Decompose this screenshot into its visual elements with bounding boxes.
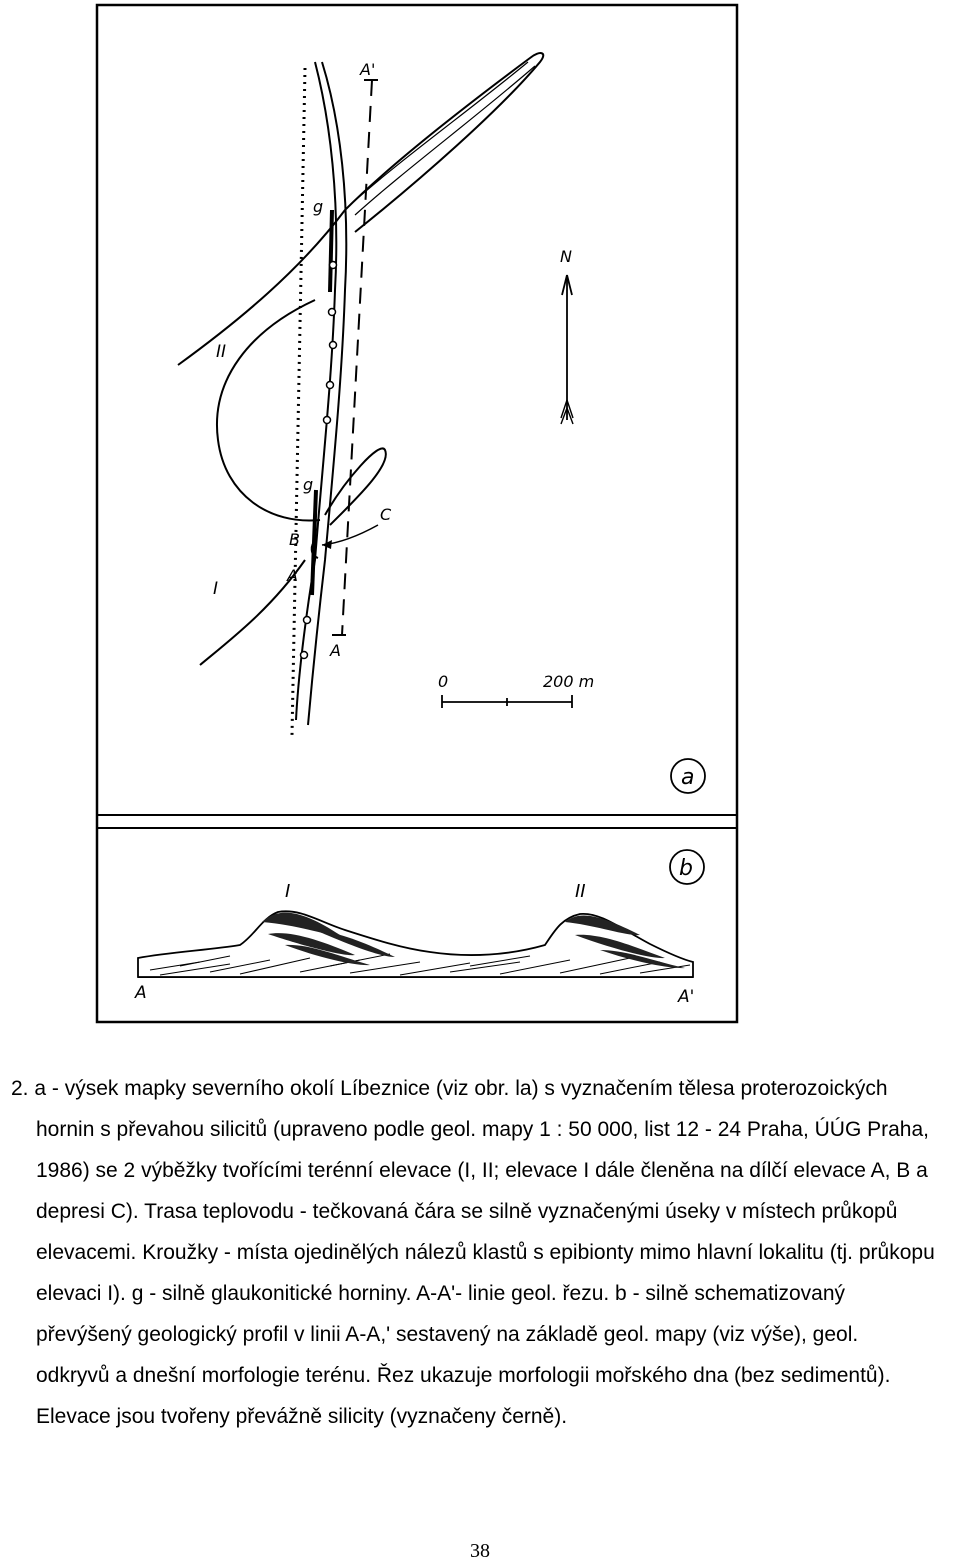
scale-bar [442, 695, 572, 708]
profile-elevation-II-label: II [575, 881, 586, 902]
map-sub-elevation-A-label: A [287, 566, 298, 585]
profile-section-end-label: A' [678, 987, 695, 1007]
map-glauconite-upper-label: g [313, 197, 324, 216]
map-elevation-I-label: I [213, 579, 219, 599]
map-elevation-II-label: II [216, 342, 227, 362]
page-number: 38 [470, 1540, 490, 1562]
figure-caption [11, 1068, 936, 1437]
body-outline-II [178, 53, 543, 365]
band-east [308, 62, 346, 725]
map-section-start-label: A [330, 641, 341, 660]
scale-end-label: 200 m [543, 672, 595, 691]
profile-elevation-I-label: I [285, 881, 291, 902]
section-line [342, 80, 372, 635]
tongue-strip [350, 62, 535, 215]
find-circles [301, 262, 337, 659]
profile-panel [134, 850, 704, 1007]
panel-a-label: a [681, 765, 695, 790]
map-panel [178, 53, 705, 793]
caption-text: 2. a - výsek mapky severního okolí Líbeznice (viz obr. la) s vyznačením tělesa proterozoických hornin s převahou silicitů (upraveno podle geol. mapy 1 : 50 000, list 12 - 24 Praha, ÚÚG Praha, 1986) se 2 výběžky tvořícími terénní elevace (I, II; elevace I dále členěna na dílčí elevace A, B a depresi C). Trasa teplovodu - tečkovaná čára se silně vyznačenými úseky v místech průkopů elevacemi. Kroužky - místa ojedinělých nálezů klastů s epibionty mimo hlavní lokalitu (tj. průkopu elevaci I). g - silně glaukonitické horniny. A-A'- linie geol. řezu. b - silně schematizovaný převýšený geologický profil v linii A-A,' sestavený na základě geol. mapy (viz výše), geol. odkryvů a dnešní morfologie terénu. Řez ukazuje morfologii mořského dna (bez sedimentů). Elevace jsou tvořeny převážně silicity (vyznačeny černě). [11, 1077, 935, 1428]
map-glauconite-lower-label: g [303, 475, 314, 494]
map-section-end-label: A' [360, 60, 376, 79]
north-label: N [560, 247, 572, 266]
scale-start-label: 0 [438, 672, 449, 691]
panel-b-label: b [679, 856, 693, 881]
map-depression-C-label: C [380, 505, 392, 524]
figure-border [97, 5, 737, 1022]
map-sub-elevation-B-label: B [289, 530, 300, 549]
profile-section-start-label: A [135, 983, 147, 1003]
trench-segment-upper [330, 210, 332, 292]
north-arrow [561, 275, 573, 424]
